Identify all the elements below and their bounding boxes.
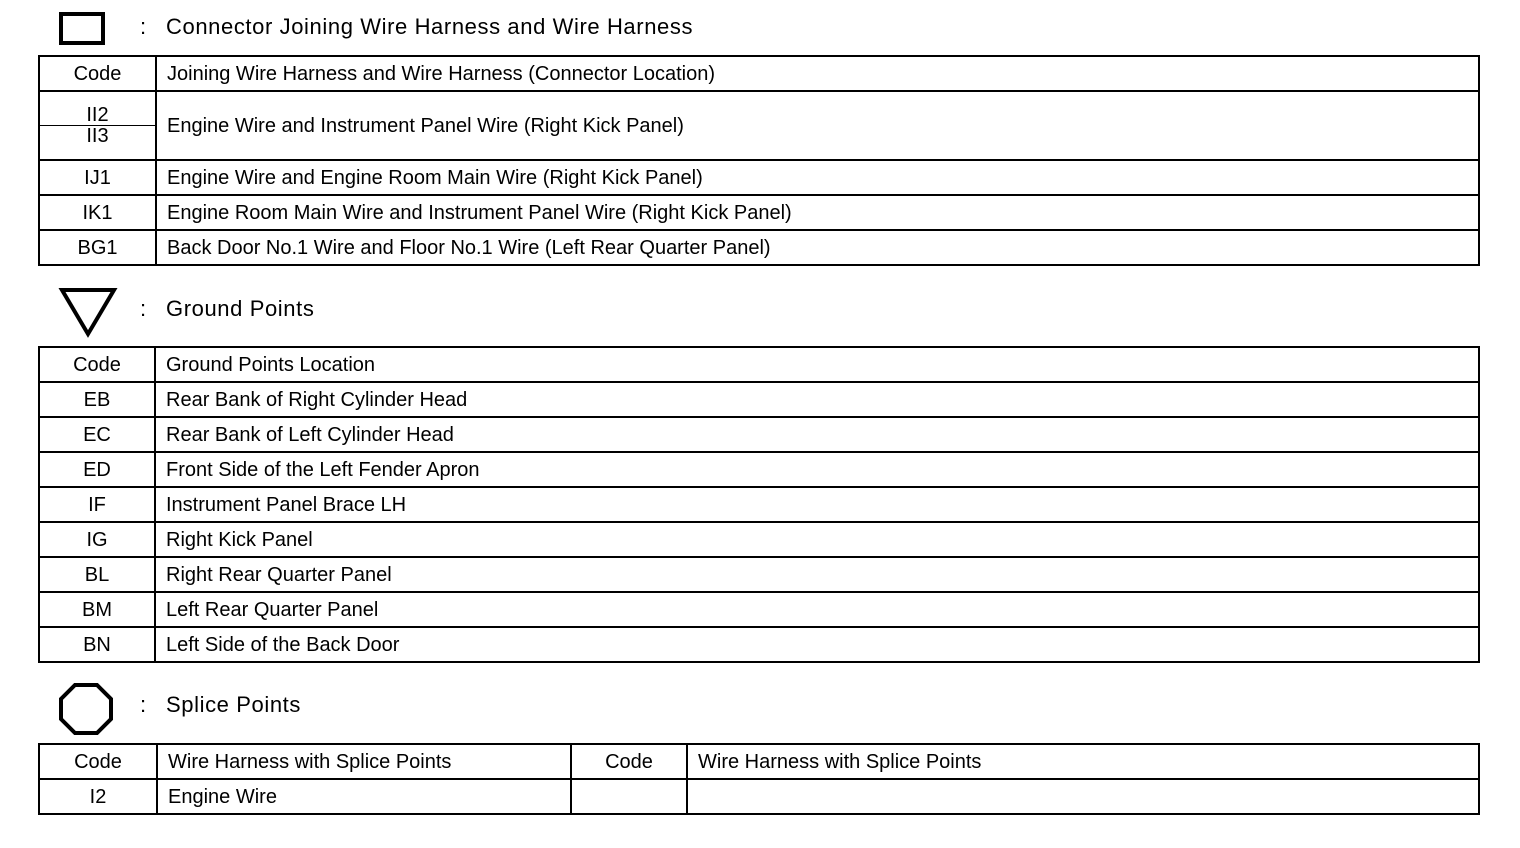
table-row: [39, 779, 1479, 814]
code-cell: BL: [39, 557, 155, 592]
code-cell: II3: [40, 125, 155, 146]
ground-table: [38, 346, 1480, 663]
splice-section-title: Splice Points: [166, 692, 301, 717]
location-cell: Rear Bank of Left Cylinder Head: [155, 417, 1479, 452]
code-cell: EC: [39, 417, 155, 452]
ground-section-title: Ground Points: [166, 296, 315, 321]
header-code: Code: [39, 744, 157, 779]
header-code: Code: [571, 744, 687, 779]
connector-table: [38, 55, 1480, 266]
code-cell: ED: [39, 452, 155, 487]
code-cell: II2: [86, 104, 109, 126]
table-row: [39, 382, 1479, 417]
location-cell: Engine Wire and Instrument Panel Wire (Right Kick Panel): [156, 91, 1479, 160]
location-cell: Engine Wire and Engine Room Main Wire (Right Kick Panel): [156, 160, 1479, 195]
location-cell: Front Side of the Left Fender Apron: [155, 452, 1479, 487]
location-cell: Right Rear Quarter Panel: [155, 557, 1479, 592]
harness-cell: [687, 779, 1479, 814]
location-cell: Back Door No.1 Wire and Floor No.1 Wire (Left Rear Quarter Panel): [156, 230, 1479, 265]
splice-colon: :: [140, 692, 147, 717]
location-cell: Instrument Panel Brace LH: [155, 487, 1479, 522]
table-header-row: [39, 347, 1479, 382]
table-row: [39, 160, 1479, 195]
table-row: [39, 230, 1479, 265]
code-cell: IG: [39, 522, 155, 557]
connector-section-title: Connector Joining Wire Harness and Wire Harness: [166, 14, 694, 39]
table-header-row: [39, 56, 1479, 91]
table-row: [39, 195, 1479, 230]
code-cell: I2: [39, 779, 157, 814]
table-row: [39, 417, 1479, 452]
harness-cell: Engine Wire: [157, 779, 571, 814]
table-row: [39, 627, 1479, 662]
code-cell: BG1: [39, 230, 156, 265]
header-location: Ground Points Location: [155, 347, 1479, 382]
table-row: [39, 592, 1479, 627]
location-cell: Rear Bank of Right Cylinder Head: [155, 382, 1479, 417]
connector-colon: :: [140, 14, 147, 39]
code-cell: BN: [39, 627, 155, 662]
table-row: [39, 91, 1479, 160]
header-harness: Wire Harness with Splice Points: [687, 744, 1479, 779]
location-cell: Engine Room Main Wire and Instrument Panel Wire (Right Kick Panel): [156, 195, 1479, 230]
header-code: Code: [39, 56, 156, 91]
header-harness: Wire Harness with Splice Points: [157, 744, 571, 779]
splice-section-heading: [58, 682, 958, 734]
ground-section-heading: [58, 286, 958, 338]
code-cell: IJ1: [39, 160, 156, 195]
rectangle-icon: [58, 10, 108, 50]
code-cell: [571, 779, 687, 814]
code-cell-split: [39, 91, 156, 160]
octagon-icon: [58, 682, 114, 736]
header-location: Joining Wire Harness and Wire Harness (Connector Location): [156, 56, 1479, 91]
code-cell: BM: [39, 592, 155, 627]
table-row: [39, 557, 1479, 592]
splice-table: [38, 743, 1480, 815]
location-cell: Right Kick Panel: [155, 522, 1479, 557]
location-cell: Left Rear Quarter Panel: [155, 592, 1479, 627]
table-row: [39, 522, 1479, 557]
code-cell: IF: [39, 487, 155, 522]
code-cell: IK1: [39, 195, 156, 230]
code-cell: EB: [39, 382, 155, 417]
table-row: [39, 487, 1479, 522]
header-code: Code: [39, 347, 155, 382]
triangle-down-icon: [58, 286, 118, 338]
location-cell: Left Side of the Back Door: [155, 627, 1479, 662]
table-header-row: [39, 744, 1479, 779]
ground-colon: :: [140, 296, 147, 321]
table-row: [39, 452, 1479, 487]
